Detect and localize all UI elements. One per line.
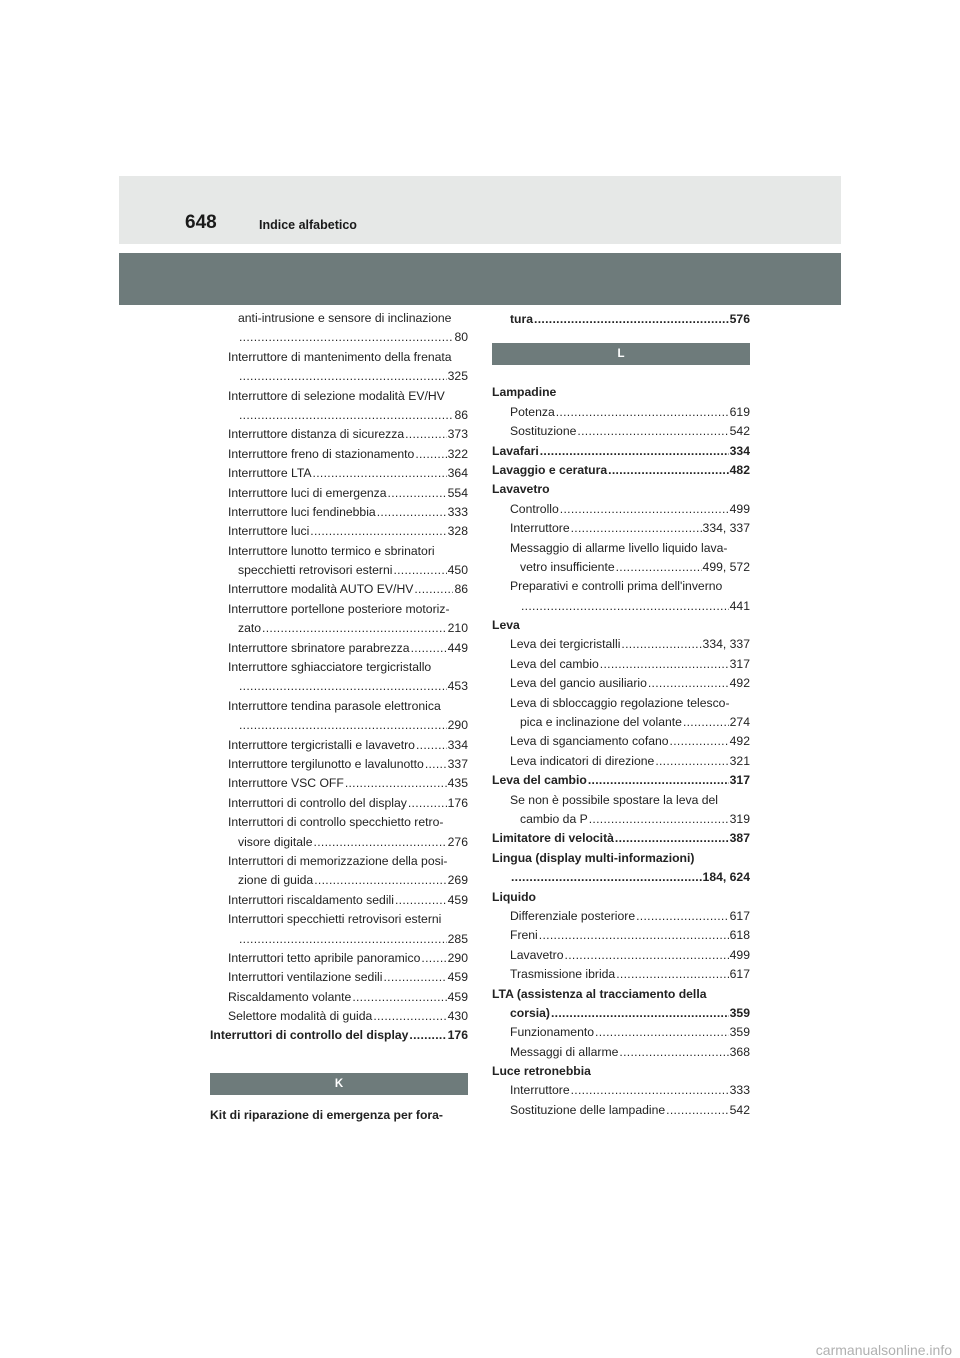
index-entry: [210, 910, 468, 929]
entry-text: Interruttore lunotto termico e sbrinatori: [228, 543, 435, 558]
dot-leader: [556, 403, 729, 422]
page-reference: 499: [729, 947, 750, 962]
entry-text: Preparativi e controlli prima dell'inverno: [510, 579, 723, 594]
entry-text: Trasmissione ibrida: [510, 967, 616, 982]
index-entry: [492, 558, 750, 577]
page-reference: 619: [729, 404, 750, 419]
entry-text: Interruttore di selezione modalità EV/HV: [228, 388, 445, 403]
entry-text: Interruttori di memorizzazione della posi-: [228, 853, 448, 868]
dot-leader: [600, 655, 729, 674]
page-reference: 285: [447, 931, 468, 946]
page-reference: 322: [447, 446, 468, 461]
index-entry: [210, 542, 468, 561]
dot-leader: [395, 891, 447, 910]
index-entry: [210, 930, 468, 949]
page-reference: 499: [729, 501, 750, 516]
page-reference: 333: [447, 504, 468, 519]
entry-text: Lavavetro: [510, 947, 564, 962]
page-reference: 334: [447, 737, 468, 752]
entry-text: Interruttore tergicristalli e lavavetro: [228, 737, 415, 752]
index-entry: [210, 309, 468, 328]
dot-leader: [666, 1101, 729, 1120]
page-reference: 359: [729, 1005, 750, 1020]
index-entry: [492, 383, 750, 402]
index-entry: [492, 1062, 750, 1081]
index-entry: [210, 600, 468, 619]
index-entry: [210, 871, 468, 890]
entry-text: Riscaldamento volante: [228, 989, 352, 1004]
index-entry: [210, 561, 468, 580]
entry-text: Leva del gancio ausiliario: [510, 676, 647, 691]
dot-leader: [619, 1043, 728, 1062]
entry-text: Interruttore: [510, 1083, 570, 1098]
entry-text: Interruttore distanza di sicurezza: [228, 427, 405, 442]
page-reference: 450: [447, 563, 468, 578]
index-entry: [210, 968, 468, 987]
page-reference: 441: [729, 598, 750, 613]
section-title: Indice alfabetico: [259, 218, 357, 232]
dot-leader: [616, 965, 728, 984]
index-entry: [492, 694, 750, 713]
entry-text: Leva: [492, 618, 520, 633]
dot-leader: [595, 1023, 729, 1042]
index-entry: [210, 988, 468, 1007]
index-entry: [210, 755, 468, 774]
dot-leader: [373, 1007, 446, 1026]
index-entry: [210, 949, 468, 968]
page-reference: 459: [447, 970, 468, 985]
index-entry: [492, 442, 750, 461]
entry-text: visore digitale: [238, 834, 313, 849]
index-entry: [210, 677, 468, 696]
index-entry: [210, 1106, 468, 1125]
page-reference: 459: [447, 989, 468, 1004]
dot-leader: [648, 674, 729, 693]
page-reference: 317: [729, 656, 750, 671]
watermark: carmanualsonline.info: [815, 1342, 952, 1358]
page-reference: 337: [447, 756, 468, 771]
dot-leader: [683, 713, 729, 732]
index-entry: [210, 891, 468, 910]
entry-text: Lavafari: [492, 443, 539, 458]
index-letter-heading: K: [210, 1073, 468, 1095]
spacer: [210, 1046, 468, 1073]
dot-leader: [540, 442, 729, 461]
entry-text: Leva del cambio: [492, 773, 587, 788]
entry-text: Leva dei tergicristalli: [510, 637, 621, 652]
entry-text: Leva del cambio: [510, 656, 599, 671]
index-entry: [492, 539, 750, 558]
dot-leader: [425, 755, 447, 774]
index-entry: [492, 1101, 750, 1120]
entry-text: Lampadine: [492, 385, 557, 400]
entry-text: Interruttore modalità AUTO EV/HV: [228, 582, 414, 597]
index-entry: [492, 635, 750, 654]
index-entry: [210, 580, 468, 599]
entry-text: Sostituzione delle lampadine: [510, 1102, 666, 1117]
entry-text: Se non è possibile spostare la leva del: [510, 792, 718, 807]
entry-text: Interruttori di controllo del display: [228, 795, 407, 810]
entry-text: Interruttore: [510, 521, 570, 536]
index-entry: [210, 774, 468, 793]
entry-text: Interruttore LTA: [228, 466, 312, 481]
entry-text: Lingua (display multi-informazioni): [492, 850, 695, 865]
index-entry: [492, 655, 750, 674]
index-entry: [210, 348, 468, 367]
dot-leader: [616, 558, 702, 577]
page-reference: 176: [447, 795, 468, 810]
dot-leader: [416, 736, 447, 755]
entry-text: Interruttore tergilunotto e lavalunotto: [228, 756, 424, 771]
index-entry: [492, 519, 750, 538]
page-reference: 290: [447, 718, 468, 733]
index-entry: [210, 658, 468, 677]
dot-leader: [393, 561, 446, 580]
entry-text: Leva indicatori di direzione: [510, 753, 655, 768]
page-number: 648: [185, 212, 217, 233]
page-reference: 387: [729, 831, 750, 846]
index-entry: [210, 328, 468, 347]
dot-leader: [589, 810, 729, 829]
entry-text: Interruttore luci di emergenza: [228, 485, 387, 500]
page-reference: 176: [447, 1028, 468, 1043]
index-entry: [210, 1026, 468, 1045]
entry-text: Leva di sganciamento cofano: [510, 734, 669, 749]
dot-leader: [539, 926, 729, 945]
page-reference: 368: [729, 1044, 750, 1059]
entry-text: Limitatore di velocità: [492, 831, 614, 846]
entry-text: Interruttori specchietti retrovisori esterni: [228, 912, 442, 927]
index-entry: [210, 716, 468, 735]
entry-text: Kit di riparazione di emergenza per fora-: [210, 1107, 443, 1122]
page-reference: 542: [729, 1102, 750, 1117]
page-reference: 276: [447, 834, 468, 849]
dot-leader: [405, 425, 447, 444]
entry-text: Controllo: [510, 501, 559, 516]
spacer: [492, 329, 750, 343]
index-entry: [492, 868, 750, 887]
entry-text: Interruttore freno di stazionamento: [228, 446, 415, 461]
index-entry: [210, 852, 468, 871]
page-reference: 319: [729, 811, 750, 826]
dot-leader: [409, 1026, 446, 1045]
index-entry: [492, 1043, 750, 1062]
index-entry: [492, 732, 750, 751]
page-reference: 334, 337: [702, 637, 750, 652]
header-band: [119, 176, 841, 244]
dot-leader: [534, 310, 729, 329]
dot-leader: [621, 635, 701, 654]
entry-text: Luce retronebbia: [492, 1064, 591, 1079]
dot-leader: [352, 988, 446, 1007]
page-reference: 542: [729, 424, 750, 439]
page-reference: 449: [447, 640, 468, 655]
page-reference: 86: [454, 407, 468, 422]
entry-text: Interruttore luci fendinebbia: [228, 504, 376, 519]
index-letter-heading: L: [492, 343, 750, 365]
dot-leader: [655, 752, 728, 771]
index-entry: [492, 829, 750, 848]
page-reference: 80: [454, 330, 468, 345]
index-entry: [492, 1004, 750, 1023]
dot-leader: [414, 580, 453, 599]
index-entry: [210, 522, 468, 541]
entry-text: Interruttori riscaldamento sedili: [228, 892, 394, 907]
page-reference: 290: [447, 950, 468, 965]
dot-leader: [521, 597, 729, 616]
dot-leader: [588, 771, 729, 790]
page-reference: 333: [729, 1083, 750, 1098]
dot-leader: [314, 833, 447, 852]
index-entry: [492, 791, 750, 810]
page-reference: 554: [447, 485, 468, 500]
index-entry: [492, 500, 750, 519]
index-entry: [492, 480, 750, 499]
page-reference: 435: [447, 776, 468, 791]
index-entry: [492, 597, 750, 616]
entry-text: Interruttori tetto apribile panoramico: [228, 950, 421, 965]
entry-text: corsia): [510, 1005, 550, 1020]
index-entry: [492, 849, 750, 868]
entry-text: Interruttore luci: [228, 524, 310, 539]
page-reference: 334: [729, 443, 750, 458]
dot-leader: [383, 968, 446, 987]
page-reference: 321: [729, 753, 750, 768]
entry-text: specchietti retrovisori esterni: [238, 563, 393, 578]
spacer: [492, 365, 750, 383]
dot-leader: [551, 1004, 729, 1023]
dot-leader: [239, 367, 447, 386]
index-entry: [492, 907, 750, 926]
dot-leader: [313, 464, 447, 483]
dot-leader: [239, 930, 447, 949]
index-entry: [210, 639, 468, 658]
dot-leader: [571, 1081, 729, 1100]
index-entry: [492, 461, 750, 480]
index-entry: [492, 422, 750, 441]
entry-text: zione di guida: [238, 873, 314, 888]
page-reference: 184, 624: [702, 870, 750, 885]
index-entry: [492, 810, 750, 829]
page-reference: 576: [729, 312, 750, 326]
index-entry: [492, 985, 750, 1004]
entry-text: Interruttore sghiacciatore tergicristallo: [228, 660, 432, 675]
dot-leader: [636, 907, 729, 926]
index-entry: [210, 387, 468, 406]
index-column-left: [210, 309, 468, 1125]
entry-text: cambio da P: [520, 811, 588, 826]
page-reference: 373: [447, 427, 468, 442]
page-reference: 618: [729, 928, 750, 943]
index-entry: [210, 484, 468, 503]
index-entry: [492, 713, 750, 732]
entry-text: Messaggio di allarme livello liquido lava-: [510, 540, 728, 555]
entry-text: Interruttore di mantenimento della frenata: [228, 349, 452, 364]
entry-text: vetro insufficiente: [520, 559, 615, 574]
page-reference: 334, 337: [702, 521, 750, 536]
page-reference: 317: [729, 773, 750, 788]
dot-leader: [421, 949, 446, 968]
index-entry: [492, 403, 750, 422]
entry-text: tura: [510, 312, 534, 326]
spacer: [210, 1095, 468, 1106]
index-entry: [210, 833, 468, 852]
page-reference: 210: [447, 621, 468, 636]
index-entry: [492, 888, 750, 907]
index-entry: [492, 771, 750, 790]
entry-text: Freni: [510, 928, 538, 943]
dot-leader: [377, 503, 447, 522]
dot-leader: [345, 774, 447, 793]
dot-leader: [565, 946, 729, 965]
page-reference: 364: [447, 466, 468, 481]
dot-leader: [571, 519, 702, 538]
entry-text: Differenziale posteriore: [510, 908, 636, 923]
dot-leader: [239, 406, 453, 425]
index-entry: [210, 425, 468, 444]
dot-leader: [615, 829, 729, 848]
header-dark-band: [119, 253, 841, 305]
index-entry: [210, 697, 468, 716]
index-entry: [210, 813, 468, 832]
dot-leader: [415, 445, 446, 464]
entry-text: Potenza: [510, 404, 555, 419]
dot-leader: [608, 461, 729, 480]
entry-text: LTA (assistenza al tracciamento della: [492, 986, 707, 1001]
page-reference: 492: [729, 676, 750, 691]
dot-leader: [239, 328, 453, 347]
dot-leader: [670, 732, 729, 751]
entry-text: Interruttori di controllo del display: [210, 1028, 409, 1043]
index-entry: [210, 794, 468, 813]
page-reference: 430: [447, 1009, 468, 1024]
index-entry: [492, 926, 750, 945]
entry-text: Interruttori di controllo specchietto retro-: [228, 815, 444, 830]
dot-leader: [239, 716, 447, 735]
index-entry: [492, 577, 750, 596]
dot-leader: [262, 619, 447, 638]
page-reference: 86: [454, 582, 468, 597]
entry-text: Selettore modalità di guida: [228, 1009, 373, 1024]
entry-text: Liquido: [492, 889, 536, 904]
dot-leader: [411, 639, 447, 658]
entry-text: anti-intrusione e sensore di inclinazione: [238, 311, 452, 325]
dot-leader: [560, 500, 729, 519]
page-reference: 617: [729, 967, 750, 982]
entry-text: Interruttore sbrinatore parabrezza: [228, 640, 410, 655]
index-entry: [210, 619, 468, 638]
page-reference: 274: [729, 715, 750, 730]
index-entry: [210, 736, 468, 755]
page-reference: 359: [729, 1025, 750, 1040]
dot-leader: [388, 484, 447, 503]
entry-text: Interruttore portellone posteriore motoriz-: [228, 601, 450, 616]
page-reference: 617: [729, 908, 750, 923]
index-entry: [492, 616, 750, 635]
index-entry: [492, 965, 750, 984]
entry-text: Sostituzione: [510, 424, 577, 439]
index-entry: [492, 674, 750, 693]
index-entry: [210, 367, 468, 386]
index-entry: [492, 946, 750, 965]
index-entry: [210, 445, 468, 464]
index-entry: [492, 310, 750, 329]
index-entry: [492, 752, 750, 771]
dot-leader: [577, 422, 728, 441]
page-reference: 492: [729, 734, 750, 749]
entry-text: Messaggi di allarme: [510, 1044, 619, 1059]
page-reference: 482: [729, 462, 750, 477]
entry-text: Leva di sbloccaggio regolazione telesco-: [510, 695, 730, 710]
index-entry: [210, 503, 468, 522]
page-reference: 328: [447, 524, 468, 539]
page-reference: 269: [447, 873, 468, 888]
dot-leader: [314, 871, 446, 890]
index-entry: [210, 1007, 468, 1026]
page-reference: 453: [447, 679, 468, 694]
dot-leader: [239, 677, 447, 696]
index-entry: [492, 1081, 750, 1100]
index-entry: [210, 406, 468, 425]
entry-text: Lavavetro: [492, 482, 550, 497]
entry-text: zato: [238, 621, 262, 636]
entry-text: Interruttore tendina parasole elettronica: [228, 698, 441, 713]
entry-text: pica e inclinazione del volante: [520, 715, 682, 730]
page-reference: 459: [447, 892, 468, 907]
entry-text: Funzionamento: [510, 1025, 595, 1040]
index-entry: [492, 1023, 750, 1042]
page-reference: 499, 572: [702, 559, 750, 574]
page-reference: 325: [447, 369, 468, 384]
dot-leader: [408, 794, 447, 813]
index-column-right: [492, 310, 750, 1120]
entry-text: Interruttori ventilazione sedili: [228, 970, 383, 985]
entry-text: Lavaggio e ceratura: [492, 462, 608, 477]
entry-text: Interruttore VSC OFF: [228, 776, 344, 791]
dot-leader: [511, 868, 702, 887]
dot-leader: [310, 522, 446, 541]
index-entry: [210, 464, 468, 483]
